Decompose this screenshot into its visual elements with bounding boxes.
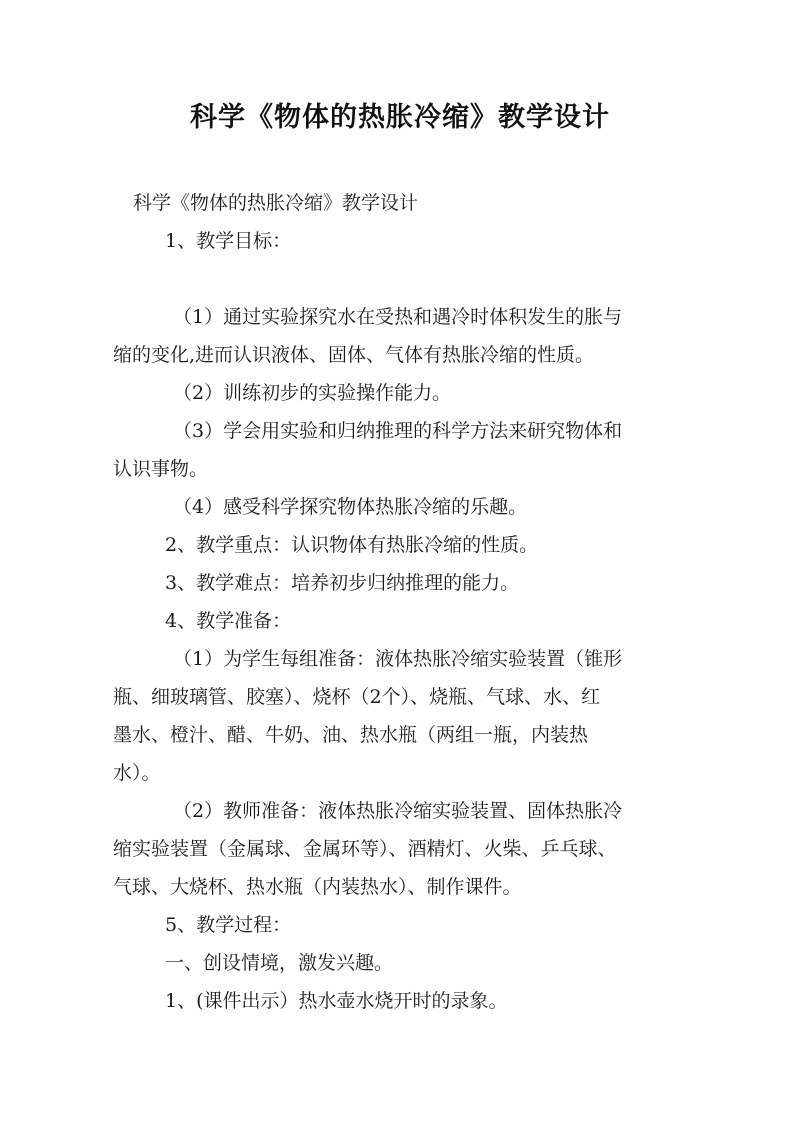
blank-line bbox=[113, 260, 693, 298]
goal-3-line-2: 认识事物。 bbox=[113, 458, 209, 480]
goal-1-line-1: （1）通过实验探究水在受热和遇冷时体积发生的胀与 bbox=[173, 306, 623, 328]
step-1: 1、(课件出示）热水壶水烧开时的录象。 bbox=[165, 990, 508, 1012]
document-subtitle: 科学《物体的热胀冷缩》教学设计 bbox=[133, 192, 419, 214]
prep-1-line-4: 水）。 bbox=[113, 762, 161, 784]
goal-3-line-1: （3）学会用实验和归纳推理的科学方法来研究物体和 bbox=[173, 420, 623, 442]
process-heading: 5、教学过程： bbox=[165, 914, 292, 936]
prep-heading: 4、教学准备： bbox=[165, 610, 292, 632]
document-title: 科学《物体的热胀冷缩》教学设计 bbox=[190, 102, 610, 133]
document-body bbox=[113, 184, 693, 1020]
prep-1-line-2: 瓶、细玻璃管、胶塞）、烧杯（2个）、烧瓶、气球、水、红 bbox=[113, 686, 601, 708]
difficulty: 3、教学难点：培养初步归纳推理的能力。 bbox=[165, 572, 520, 594]
prep-2-line-3: 气球、大烧杯、热水瓶（内装热水）、制作课件。 bbox=[113, 876, 522, 898]
prep-1-line-3: 墨水、橙汁、醋、牛奶、油、热水瓶（两组一瓶，内装热 bbox=[113, 724, 589, 746]
key-point: 2、教学重点：认识物体有热胀冷缩的性质。 bbox=[165, 534, 539, 556]
goal-1-line-2: 缩的变化,进而认识液体、固体、气体有热胀冷缩的性质。 bbox=[113, 344, 595, 366]
goal-2: （2）训练初步的实验操作能力。 bbox=[173, 382, 452, 404]
prep-1-line-1: （1）为学生每组准备：液体热胀冷缩实验装置（锥形 bbox=[173, 648, 623, 670]
prep-2-line-1: （2）教师准备：液体热胀冷缩实验装置、固体热胀冷 bbox=[173, 800, 623, 822]
prep-2-line-2: 缩实验装置（金属球、金属环等）、酒精灯、火柴、乒乓球、 bbox=[113, 838, 617, 860]
section-1-heading: 一、创设情境，激发兴趣。 bbox=[165, 952, 394, 974]
goals-heading: 1、教学目标： bbox=[165, 230, 292, 252]
goal-4: （4）感受科学探究物体热胀冷缩的乐趣。 bbox=[173, 496, 528, 518]
